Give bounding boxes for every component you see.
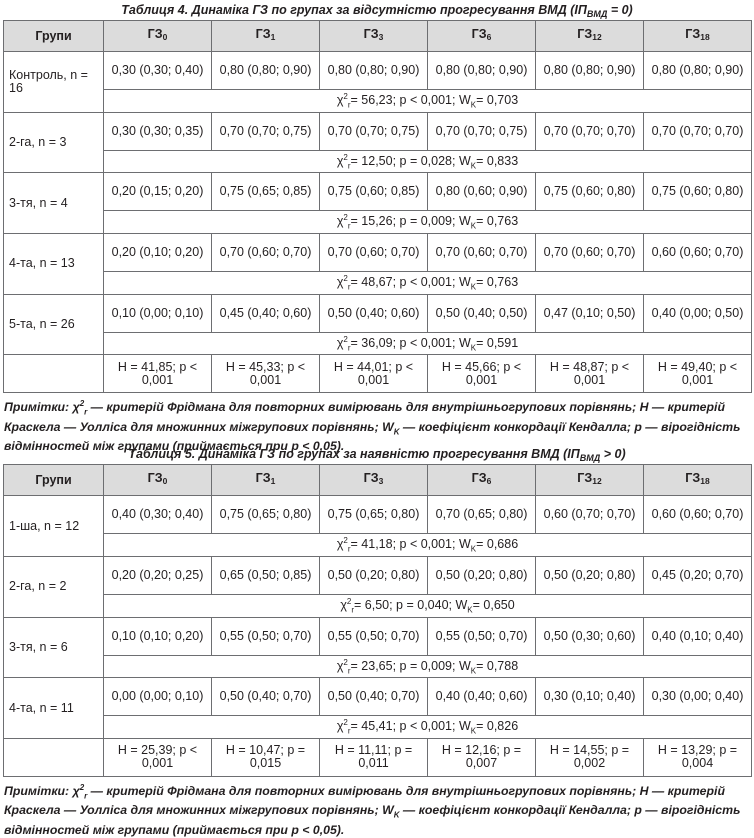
kruskal-cell: Н = 25,39; р < 0,001 [104, 738, 212, 776]
table-row [4, 617, 752, 655]
chi-sub: r [347, 544, 351, 554]
group-label: 5-та, n = 26 [4, 294, 104, 355]
kruskal-cell: Н = 44,01; р < 0,001 [320, 355, 428, 393]
value-cell: 0,30 (0,30; 0,40) [104, 52, 212, 90]
group-label: 3-тя, n = 4 [4, 173, 104, 234]
friedman-stat [104, 594, 752, 617]
table4-caption: Таблиця 4. Динаміка ГЗ по групах за відсутністю прогресування ВМД $(ІП_{ВМД} = 0)$ [121, 3, 633, 19]
value-cell: 0,10 (0,00; 0,10) [104, 294, 212, 332]
value-cell: 0,80 (0,80; 0,90) [212, 52, 320, 90]
friedman-stat [104, 271, 752, 294]
header-gz-index: 18 [700, 32, 710, 42]
header-gz-label: ГЗ [363, 27, 379, 41]
kruskal-cell: Н = 45,33; р < 0,001 [212, 355, 320, 393]
w-value: = 0,703 [476, 93, 519, 108]
header-row [4, 21, 752, 52]
value-cell: 0,80 (0,80; 0,90) [644, 52, 752, 90]
value-cell: 0,10 (0,10; 0,20) [104, 617, 212, 655]
chi-sub: r [351, 605, 354, 615]
chi-sub: r [347, 726, 351, 736]
table4-notes: Примітки: $\chi^2_r$ — критерій Фрідмана для повторних вимірювань для внутрішньогрупових порівнянь; Н — критерій Краскела — Уолліса для множинних міжгрупових порівнянь; $W_K$ — коефіцієнт конкордації Кендалла; р — вірогідність відмінностей між групами (приймається при р < 0,05). [4, 399, 741, 454]
chi-symbol: χ [336, 719, 344, 734]
value-cell: 0,50 (0,20; 0,80) [320, 556, 428, 594]
header-gz [104, 21, 212, 52]
group-label: 4-та, n = 13 [4, 233, 104, 294]
stat-row [4, 271, 752, 294]
header-groups: Групи [4, 21, 104, 52]
header-gz-index: 1 [270, 32, 276, 42]
friedman-stat [104, 150, 752, 173]
value-cell: 0,40 (0,30; 0,40) [104, 496, 212, 534]
header-row [4, 465, 752, 496]
table-row [4, 52, 752, 90]
value-cell: 0,70 (0,60; 0,70) [320, 233, 428, 271]
kruskal-cell: Н = 49,40; р < 0,001 [644, 355, 752, 393]
chi-symbol: χ [336, 93, 344, 108]
value-cell: 0,20 (0,10; 0,20) [104, 233, 212, 271]
kruskal-row [4, 738, 752, 776]
header-gz [536, 465, 644, 496]
value-cell: 0,50 (0,20; 0,80) [428, 556, 536, 594]
header-gz-label: ГЗ [471, 471, 487, 486]
value-cell: 0,60 (0,60; 0,70) [644, 233, 752, 271]
header-gz-label: ГЗ [147, 27, 163, 41]
w-value: = 0,788 [476, 658, 519, 673]
stat-row [4, 150, 752, 173]
value-cell: 0,70 (0,60; 0,70) [212, 233, 320, 271]
header-gz-label: ГЗ [471, 27, 487, 41]
value-cell: 0,75 (0,60; 0,80) [644, 173, 752, 211]
header-gz [428, 21, 536, 52]
group-label: Контроль, n = 16 [4, 52, 104, 113]
w-sub: K [470, 666, 477, 676]
header-gz-index: 6 [486, 32, 492, 42]
table-row [4, 112, 752, 150]
table-row [4, 556, 752, 594]
w-sub: K [470, 282, 477, 292]
table4 [3, 20, 752, 393]
chi-symbol: χ [336, 335, 344, 350]
value-cell: 0,70 (0,65; 0,80) [428, 496, 536, 534]
group-label: 1-ша, n = 12 [4, 496, 104, 557]
value-cell: 0,75 (0,60; 0,80) [536, 173, 644, 211]
header-gz-index: 6 [486, 476, 492, 487]
kruskal-cell: Н = 41,85; р < 0,001 [104, 355, 212, 393]
value-cell: 0,30 (0,30; 0,35) [104, 112, 212, 150]
w-value: = 0,650 [472, 598, 515, 613]
header-gz-label: ГЗ [685, 471, 701, 486]
kruskal-cell: Н = 12,16; р = 0,007 [428, 738, 536, 776]
value-cell: 0,70 (0,70; 0,75) [320, 112, 428, 150]
chi-sub: r [347, 282, 351, 292]
header-gz-label: ГЗ [363, 471, 379, 486]
value-cell: 0,40 (0,40; 0,60) [428, 678, 536, 716]
chi-symbol: χ [336, 153, 344, 168]
value-cell: 0,45 (0,40; 0,60) [212, 294, 320, 332]
value-cell: 0,80 (0,80; 0,90) [320, 52, 428, 90]
kruskal-cell: Н = 10,47; р = 0,015 [212, 738, 320, 776]
header-gz-index: 0 [162, 476, 168, 487]
friedman-stat [104, 332, 752, 355]
stat-row [4, 655, 752, 678]
chi-sub: r [347, 343, 351, 353]
chi-sub: r [347, 666, 351, 676]
kruskal-cell: Н = 45,66; р < 0,001 [428, 355, 536, 393]
value-cell: 0,70 (0,60; 0,70) [428, 233, 536, 271]
w-value: = 0,826 [476, 719, 519, 734]
value-cell: 0,50 (0,40; 0,60) [320, 294, 428, 332]
header-gz-index: 3 [378, 476, 384, 487]
header-gz-label: ГЗ [577, 471, 593, 486]
friedman-stat [104, 534, 752, 557]
chi-value: = 36,09; р < 0,001; W [350, 335, 471, 350]
chi-sup: 2 [343, 273, 348, 283]
chi-value: = 6,50; р = 0,040; W [354, 598, 468, 613]
value-cell: 0,70 (0,70; 0,70) [536, 112, 644, 150]
value-cell: 0,70 (0,70; 0,70) [644, 112, 752, 150]
chi-value: = 23,65; р = 0,009; W [350, 658, 471, 673]
value-cell: 0,80 (0,80; 0,90) [428, 52, 536, 90]
stat-row [4, 90, 752, 113]
value-cell: 0,75 (0,65; 0,80) [320, 496, 428, 534]
chi-sup: 2 [343, 152, 348, 162]
header-gz [104, 465, 212, 496]
stat-row [4, 594, 752, 617]
group-label: 2-га, n = 2 [4, 556, 104, 617]
group-label: 3-тя, n = 6 [4, 617, 104, 678]
w-sub: K [470, 544, 477, 554]
kruskal-cell: Н = 48,87; р < 0,001 [536, 355, 644, 393]
chi-symbol: χ [336, 537, 344, 552]
header-gz [536, 21, 644, 52]
value-cell: 0,60 (0,70; 0,70) [536, 496, 644, 534]
chi-value: = 45,41; р < 0,001; W [350, 719, 471, 734]
w-sub: K [470, 221, 477, 231]
value-cell: 0,20 (0,20; 0,25) [104, 556, 212, 594]
value-cell: 0,55 (0,50; 0,70) [320, 617, 428, 655]
value-cell: 0,70 (0,70; 0,75) [428, 112, 536, 150]
kruskal-cell: Н = 14,55; р = 0,002 [536, 738, 644, 776]
header-gz-label: ГЗ [255, 471, 271, 486]
header-groups: Групи [4, 465, 104, 496]
header-gz-label: ГЗ [685, 27, 701, 41]
value-cell: 0,70 (0,70; 0,75) [212, 112, 320, 150]
friedman-stat [104, 655, 752, 678]
value-cell: 0,40 (0,10; 0,40) [644, 617, 752, 655]
header-gz [212, 465, 320, 496]
chi-sup: 2 [343, 334, 348, 344]
header-gz [644, 21, 752, 52]
table5-caption: Таблиця 5. Динаміка ГЗ по групах за наявністю прогресування ВМД $(ІП_{ВМД} > 0)$ [128, 447, 626, 464]
value-cell: 0,30 (0,00; 0,40) [644, 678, 752, 716]
value-cell: 0,45 (0,20; 0,70) [644, 556, 752, 594]
friedman-stat [104, 716, 752, 739]
header-gz [320, 21, 428, 52]
chi-value: = 48,67; р < 0,001; W [350, 275, 471, 290]
value-cell: 0,50 (0,20; 0,80) [536, 556, 644, 594]
value-cell: 0,75 (0,65; 0,80) [212, 496, 320, 534]
w-value: = 0,763 [476, 214, 519, 229]
chi-sup: 2 [346, 596, 352, 606]
chi-value: = 15,26; р = 0,009; W [350, 214, 471, 229]
table5-notes: Примітки: $\chi^2_r$ — критерій Фрідмана для повторних вимірювань для внутрішньогрупових порівнянь; Н — критерій Краскела — Уолліса для множинних міжгрупових порівнянь; $W_K$ — коефіцієнт конкордації Кендалла; р — вірогідність відмінностей між групами (приймається при р < 0,05). [4, 782, 741, 837]
w-value: = 0,763 [476, 275, 519, 290]
w-sub: K [470, 100, 477, 110]
stat-row [4, 211, 752, 234]
value-cell: 0,80 (0,60; 0,90) [428, 173, 536, 211]
header-gz [212, 21, 320, 52]
header-gz-index: 18 [700, 476, 710, 487]
chi-symbol: χ [336, 658, 344, 673]
chi-sub: r [347, 100, 351, 110]
value-cell: 0,30 (0,10; 0,40) [536, 678, 644, 716]
value-cell: 0,50 (0,40; 0,50) [428, 294, 536, 332]
header-gz-index: 12 [592, 32, 602, 42]
kruskal-empty [4, 738, 104, 776]
w-value: = 0,591 [476, 335, 519, 350]
chi-sub: r [347, 221, 351, 231]
table-row [4, 678, 752, 716]
chi-sup: 2 [343, 657, 348, 667]
chi-sup: 2 [343, 213, 348, 223]
chi-symbol: χ [336, 214, 344, 229]
w-sub: K [470, 161, 477, 171]
friedman-stat [104, 90, 752, 113]
w-sub: K [470, 726, 477, 736]
chi-value: = 56,23; р < 0,001; W [350, 93, 471, 108]
chi-sup: 2 [343, 536, 348, 546]
friedman-stat [104, 211, 752, 234]
header-gz-index: 0 [162, 32, 168, 42]
chi-sub: r [347, 161, 351, 171]
chi-symbol: χ [340, 598, 347, 613]
chi-sup: 2 [343, 92, 348, 101]
chi-value: = 41,18; р < 0,001; W [350, 537, 471, 552]
value-cell: 0,75 (0,60; 0,85) [320, 173, 428, 211]
header-gz-index: 1 [270, 476, 276, 487]
kruskal-cell: Н = 13,29; р = 0,004 [644, 738, 752, 776]
value-cell: 0,40 (0,00; 0,50) [644, 294, 752, 332]
table5 [3, 464, 752, 777]
value-cell: 0,00 (0,00; 0,10) [104, 678, 212, 716]
kruskal-row [4, 355, 752, 393]
w-value: = 0,833 [476, 153, 519, 168]
header-gz-index: 12 [592, 476, 602, 487]
header-gz [320, 465, 428, 496]
value-cell: 0,75 (0,65; 0,85) [212, 173, 320, 211]
chi-symbol: χ [336, 275, 344, 290]
w-value: = 0,686 [476, 537, 519, 552]
kruskal-empty [4, 355, 104, 393]
w-sub: K [470, 343, 477, 353]
table-row [4, 233, 752, 271]
header-gz-label: ГЗ [147, 471, 163, 486]
value-cell: 0,55 (0,50; 0,70) [428, 617, 536, 655]
value-cell: 0,60 (0,60; 0,70) [644, 496, 752, 534]
value-cell: 0,50 (0,30; 0,60) [536, 617, 644, 655]
w-sub: K [467, 605, 473, 615]
value-cell: 0,20 (0,15; 0,20) [104, 173, 212, 211]
table-row [4, 173, 752, 211]
table-row [4, 294, 752, 332]
stat-row [4, 332, 752, 355]
stat-row [4, 534, 752, 557]
header-gz-label: ГЗ [577, 27, 593, 41]
header-gz-label: ГЗ [255, 27, 271, 41]
group-label: 4-та, n = 11 [4, 678, 104, 739]
value-cell: 0,50 (0,40; 0,70) [320, 678, 428, 716]
value-cell: 0,70 (0,60; 0,70) [536, 233, 644, 271]
kruskal-cell: Н = 11,11; р = 0,011 [320, 738, 428, 776]
table-row [4, 496, 752, 534]
header-gz [644, 465, 752, 496]
chi-value: = 12,50; р = 0,028; W [350, 153, 471, 168]
value-cell: 0,47 (0,10; 0,50) [536, 294, 644, 332]
header-gz-index: 3 [378, 32, 384, 42]
value-cell: 0,65 (0,50; 0,85) [212, 556, 320, 594]
value-cell: 0,80 (0,80; 0,90) [536, 52, 644, 90]
value-cell: 0,55 (0,50; 0,70) [212, 617, 320, 655]
header-gz [428, 465, 536, 496]
stat-row [4, 716, 752, 739]
chi-sup: 2 [343, 718, 348, 728]
value-cell: 0,50 (0,40; 0,70) [212, 678, 320, 716]
group-label: 2-га, n = 3 [4, 112, 104, 173]
